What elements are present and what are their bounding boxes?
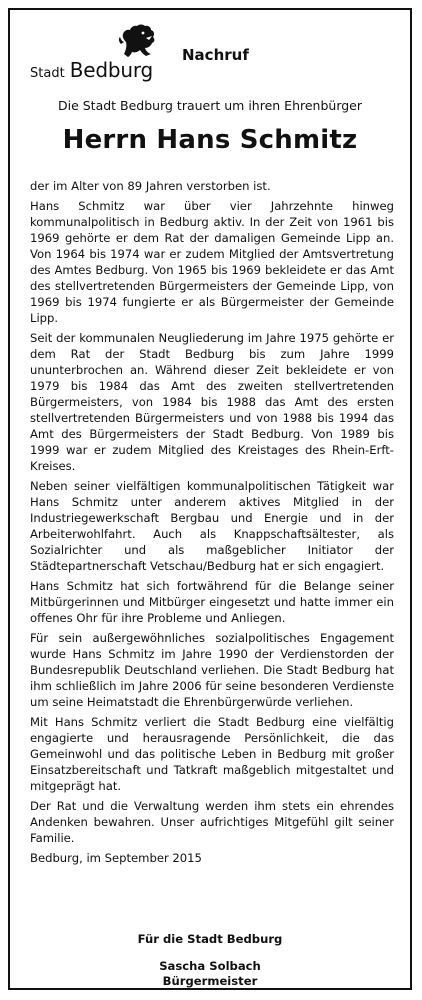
- paragraph: Der Rat und die Verwaltung werden ihm stets ein ehrendes Andenken bewahren. Unser aufrichtiges Mitgefühl gilt seiner Familie.: [30, 799, 394, 845]
- header-label: Nachruf: [182, 46, 249, 64]
- signoff-signature: [10, 959, 410, 989]
- obituary-body: [30, 178, 394, 870]
- paragraph: Neben seiner vielfältigen kommunalpolitischen Tätigkeit war Hans Schmitz unter anderem aktives Mitglied in der Industriegewerkschaft Bergbau und Energie und in der Arbeiterwohlfahrt. Auch als Knappschaftsältester, als Sozialrichter und als maßgeblicher Initiator der Städtepartnerschaft Vetschau/Bedburg hat er sich engagiert.: [30, 479, 394, 573]
- signoff-role: Bürgermeister: [162, 974, 258, 988]
- signoff-person: Sascha Solbach: [159, 959, 261, 973]
- signoff-org: Für die Stadt Bedburg: [137, 932, 283, 946]
- intro-line: Die Stadt Bedburg trauert um ihren Ehrenbürger: [57, 98, 363, 113]
- logo-text: [30, 58, 153, 82]
- logo-big-text: Bedburg: [69, 58, 154, 82]
- city-logo: [30, 24, 170, 82]
- header: [10, 10, 410, 90]
- obituary-frame: [8, 8, 412, 990]
- lion-icon: [118, 24, 158, 58]
- deceased-name: Herrn Hans Schmitz: [62, 125, 358, 155]
- paragraph: Mit Hans Schmitz verliert die Stadt Bedburg eine vielfältig engagierte und herausragende Persönlichkeit, die das Gemeinwohl und das politische Leben in Bedburg mit großer Einsatzbereitschaft und Tatkraft maßgeblich mitgestaltet und mitgeprägt hat.: [30, 715, 394, 793]
- paragraph: Hans Schmitz hat sich fortwährend für die Belange seiner Mitbürgerinnen und Mitbürger eingesetzt und hatte immer ein offenes Ohr für ihre Probleme und Anliegen.: [30, 579, 394, 625]
- place-date: Bedburg, im September 2015: [30, 851, 202, 865]
- paragraph: Für sein außergewöhnliches sozialpolitisches Engagement wurde Hans Schmitz im Jahre 1990 der Verdienstorden der Bundesrepublik Deutschland verliehen. Die Stadt Bedburg hat ihm schließlich im Jahre 2006 für seine besonderen Verdienste um seine Heimatstadt die Ehrenbürgerwürde verliehen.: [30, 631, 394, 709]
- logo-small-text: Stadt: [30, 66, 65, 81]
- paragraph: der im Alter von 89 Jahren verstorben ist.: [30, 179, 271, 193]
- paragraph: Seit der kommunalen Neugliederung im Jahre 1975 gehörte er dem Rat der Stadt Bedburg bis zum Jahre 1999 ununterbrochen an. Während dieser Zeit bekleidete er von 1979 bis 1984 das Amt des zweiten stellvertretenden Bürgermeisters, von 1984 bis 1988 das Amt des ersten stellvertretenden Bürgermeisters und von 1988 bis 1994 das Amt des Bürgermeisters der Stadt Bedburg. Von 1989 bis 1999 war er zudem Mitglied des Kreistages des Rhein-Erft-Kreises.: [30, 331, 394, 473]
- paragraph: Hans Schmitz war über vier Jahrzehnte hinweg kommunalpolitisch in Bedburg aktiv. In der Zeit von 1961 bis 1969 gehörte er dem Rat der damaligen Gemeinde Lipp an. Von 1964 bis 1974 war er zudem Mitglied der Amtsvertretung des Amtes Bedburg. Von 1965 bis 1969 bekleidete er das Amt des stellvertretenden Bürgermeisters der Gemeinde Lipp, von 1969 bis 1974 fungierte er als Bürgermeister der Gemeinde Lipp.: [30, 199, 394, 325]
